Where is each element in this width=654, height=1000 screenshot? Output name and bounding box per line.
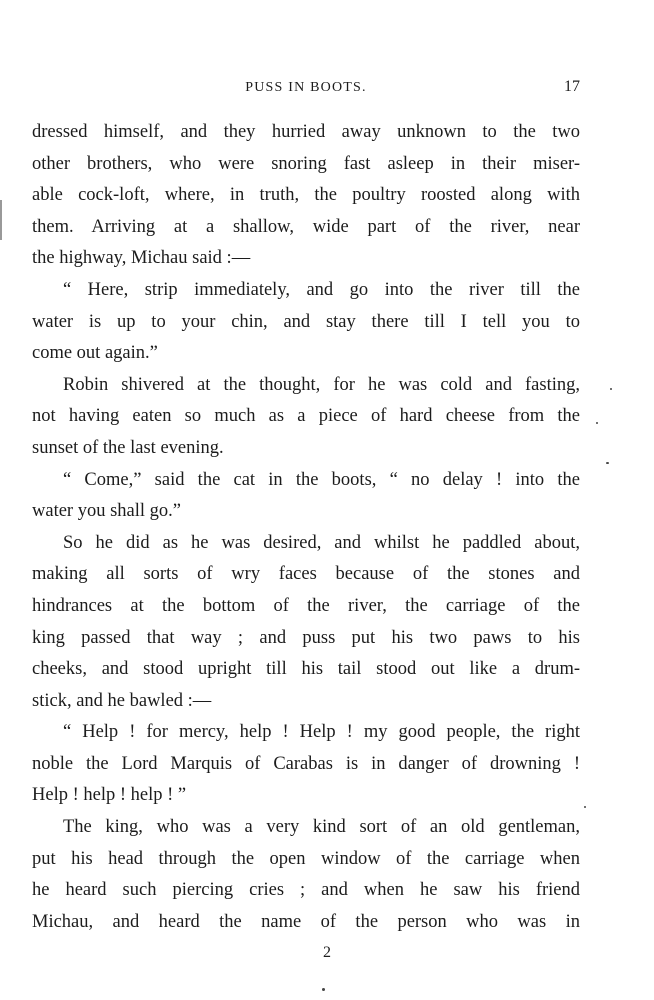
text-line: water you shall go.” xyxy=(32,501,181,522)
text-line: “ Here, strip immediately, and go into the river till the xyxy=(63,279,580,300)
text-line: the highway, Michau said :— xyxy=(32,248,251,269)
text-line: put his head through the open window of the carriage when xyxy=(32,848,580,869)
text-line: sunset of the last evening. xyxy=(32,437,224,458)
text-line: cheeks, and stood upright till his tail stood out like a drum- xyxy=(32,659,580,680)
text-line: making all sorts of wry faces because of the stones and xyxy=(32,564,580,585)
text-line: “ Help ! for mercy, help ! Help ! my good people, the right xyxy=(63,722,580,743)
text-line: noble the Lord Marquis of Carabas is in danger of drowning ! xyxy=(32,753,580,774)
text-line: hindrances at the bottom of the river, the carriage of the xyxy=(32,595,580,616)
text-body xyxy=(32,117,580,938)
scan-edge-mark xyxy=(0,200,2,240)
text-line: other brothers, who were snoring fast asleep in their miser- xyxy=(32,153,580,174)
text-line: So he did as he was desired, and whilst he paddled about, xyxy=(63,532,580,553)
text-line: not having eaten so much as a piece of hard cheese from the xyxy=(32,406,580,427)
text-line: king passed that way ; and puss put his two paws to his xyxy=(32,627,580,648)
text-line: water is up to your chin, and stay there till I tell you to xyxy=(32,311,580,332)
scan-speck xyxy=(610,388,612,390)
text-line: able cock-loft, where, in truth, the poultry roosted along with xyxy=(32,185,580,206)
scan-speck xyxy=(606,462,609,464)
text-line: dressed himself, and they hurried away unknown to the two xyxy=(32,122,580,142)
text-line: Help ! help ! help ! ” xyxy=(32,785,187,806)
text-line: them. Arriving at a shallow, wide part of the river, near xyxy=(32,216,580,237)
running-title: PUSS IN BOOTS. xyxy=(245,80,367,95)
page-number: 17 xyxy=(564,78,580,95)
scan-speck xyxy=(596,422,598,424)
scan-speck xyxy=(584,806,586,808)
text-line: stick, and he bawled :— xyxy=(32,690,212,711)
text-line: come out again.” xyxy=(32,343,158,364)
text-line: Michau, and heard the name of the person who was in xyxy=(32,911,580,932)
text-line: Robin shivered at the thought, for he was cold and fasting, xyxy=(63,374,580,395)
text-line: he heard such piercing cries ; and when he saw his friend xyxy=(32,880,580,901)
text-line: “ Come,” said the cat in the boots, “ no delay ! into the xyxy=(63,469,580,490)
running-head xyxy=(32,76,580,100)
signature-mark: 2 xyxy=(323,944,331,961)
text-line: The king, who was a very kind sort of an old gentleman, xyxy=(63,817,580,838)
scan-speck xyxy=(322,988,325,991)
